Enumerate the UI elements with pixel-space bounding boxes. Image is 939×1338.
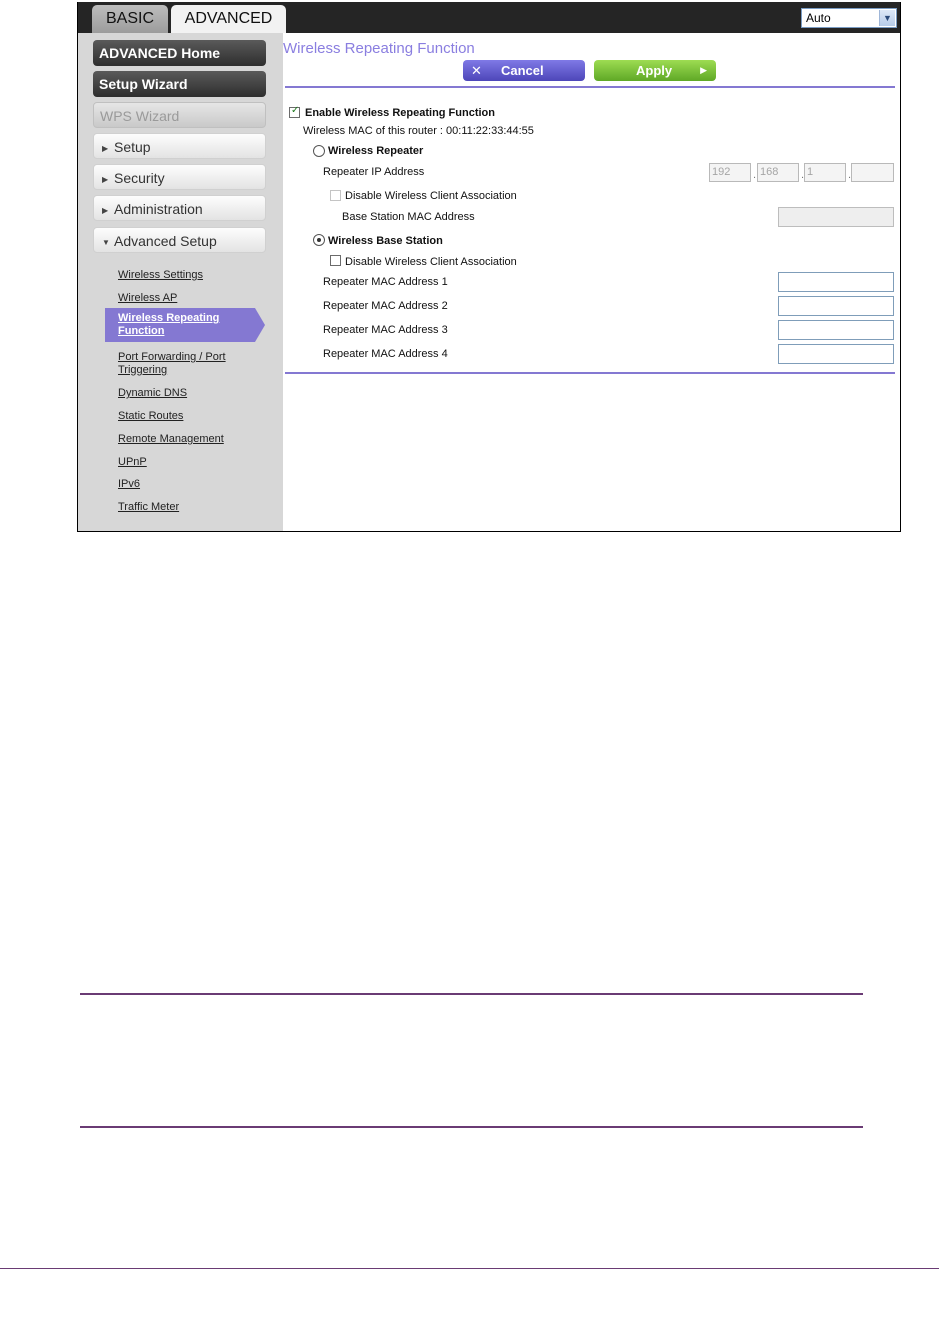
repeater-ip-octet-1[interactable]: 192 — [709, 163, 751, 182]
enable-repeating-label: Enable Wireless Repeating Function — [305, 107, 495, 119]
repeater-mac-input-4[interactable] — [778, 344, 894, 364]
wps-wizard-button: WPS Wizard — [93, 102, 266, 128]
repeater-mac-label-3: Repeater MAC Address 3 — [323, 324, 448, 336]
triangle-right-icon: ▶ — [102, 175, 109, 184]
repeater-ip-octet-3[interactable]: 1 — [804, 163, 846, 182]
triangle-down-icon: ▼ — [102, 238, 110, 247]
wireless-repeater-radio[interactable] — [313, 145, 325, 157]
repeater-ip-label: Repeater IP Address — [323, 166, 425, 178]
base-station-mac-label: Base Station MAC Address — [342, 211, 475, 223]
router-mac-info: Wireless MAC of this router : 00:11:22:33:44:55 — [303, 125, 534, 137]
link-ipv6[interactable]: IPv6 — [118, 478, 141, 490]
ip-dot-separator: . — [848, 169, 852, 181]
link-wireless-repeating-function[interactable] — [105, 308, 265, 342]
repeater-disable-association-label: Disable Wireless Client Association — [345, 190, 517, 202]
link-remote-management[interactable]: Remote Management — [118, 433, 224, 445]
repeater-mac-label-2: Repeater MAC Address 2 — [323, 300, 448, 312]
sidebar-item-label: Advanced Setup — [114, 233, 217, 249]
link-dynamic-dns[interactable]: Dynamic DNS — [118, 387, 188, 399]
footer-divider — [285, 372, 895, 374]
tab-basic[interactable]: BASIC — [92, 5, 168, 33]
active-link-label[interactable]: Wireless Repeating Function — [118, 312, 220, 337]
checkmark-icon: ✓ — [291, 105, 300, 116]
link-port-forwarding[interactable]: Port Forwarding / Port Triggering — [118, 351, 226, 376]
link-static-routes[interactable]: Static Routes — [118, 410, 184, 422]
main-panel — [283, 33, 901, 532]
setup-wizard-button[interactable]: Setup Wizard — [93, 71, 266, 97]
page-footer-rule — [0, 1268, 939, 1269]
link-traffic-meter[interactable]: Traffic Meter — [118, 501, 180, 513]
base-station-mac-input[interactable] — [778, 207, 894, 227]
ip-dot-separator: . — [753, 169, 757, 181]
language-select[interactable] — [801, 8, 897, 28]
sidebar-item-label: Security — [114, 170, 165, 186]
repeater-mac-label-1: Repeater MAC Address 1 — [323, 276, 448, 288]
sidebar-item-administration[interactable] — [93, 195, 266, 221]
triangle-right-icon: ▶ — [102, 144, 109, 153]
link-upnp[interactable]: UPnP — [118, 456, 147, 468]
sidebar — [78, 33, 283, 532]
note-rule-top — [80, 993, 863, 995]
radio-selected-dot — [317, 238, 321, 242]
wireless-repeater-label: Wireless Repeater — [328, 145, 424, 157]
base-disable-association-label: Disable Wireless Client Association — [345, 256, 517, 268]
note-rule-bottom — [80, 1126, 863, 1128]
tab-advanced[interactable]: ADVANCED — [171, 5, 286, 33]
wireless-base-station-label: Wireless Base Station — [328, 235, 443, 247]
link-wireless-ap[interactable]: Wireless AP — [118, 292, 178, 304]
base-disable-association-checkbox[interactable] — [330, 255, 341, 266]
cancel-button-label: Cancel — [501, 63, 544, 78]
header-divider — [285, 86, 895, 88]
language-select-value: Auto — [806, 11, 831, 25]
top-tab-bar — [78, 2, 900, 33]
repeater-mac-input-2[interactable] — [778, 296, 894, 316]
ip-dot-separator: . — [801, 169, 805, 181]
apply-button[interactable] — [594, 60, 716, 81]
sidebar-item-security[interactable] — [93, 164, 266, 190]
arrow-right-icon: ▶ — [700, 65, 707, 75]
enable-repeating-checkbox[interactable] — [289, 107, 300, 118]
router-admin-screenshot — [77, 2, 901, 532]
repeater-mac-input-1[interactable] — [778, 272, 894, 292]
repeater-mac-input-3[interactable] — [778, 320, 894, 340]
chevron-down-icon[interactable]: ▼ — [879, 10, 895, 26]
repeater-ip-octet-4[interactable] — [851, 163, 894, 182]
triangle-right-icon: ▶ — [102, 206, 109, 215]
apply-button-label: Apply — [636, 63, 673, 78]
repeater-mac-label-4: Repeater MAC Address 4 — [323, 348, 448, 360]
sidebar-item-setup[interactable] — [93, 133, 266, 159]
link-wireless-settings[interactable]: Wireless Settings — [118, 269, 203, 281]
page-title: Wireless Repeating Function — [283, 40, 475, 57]
sidebar-item-label: Administration — [114, 201, 203, 217]
sidebar-item-label: Setup — [114, 139, 151, 155]
advanced-home-button[interactable]: ADVANCED Home — [93, 40, 266, 66]
repeater-ip-octet-2[interactable]: 168 — [757, 163, 799, 182]
sidebar-item-advanced-setup[interactable] — [93, 227, 266, 253]
repeater-disable-association-checkbox[interactable] — [330, 190, 341, 201]
cancel-button[interactable] — [463, 60, 585, 81]
close-icon: ✕ — [471, 63, 482, 78]
wireless-base-station-radio[interactable] — [313, 234, 325, 246]
